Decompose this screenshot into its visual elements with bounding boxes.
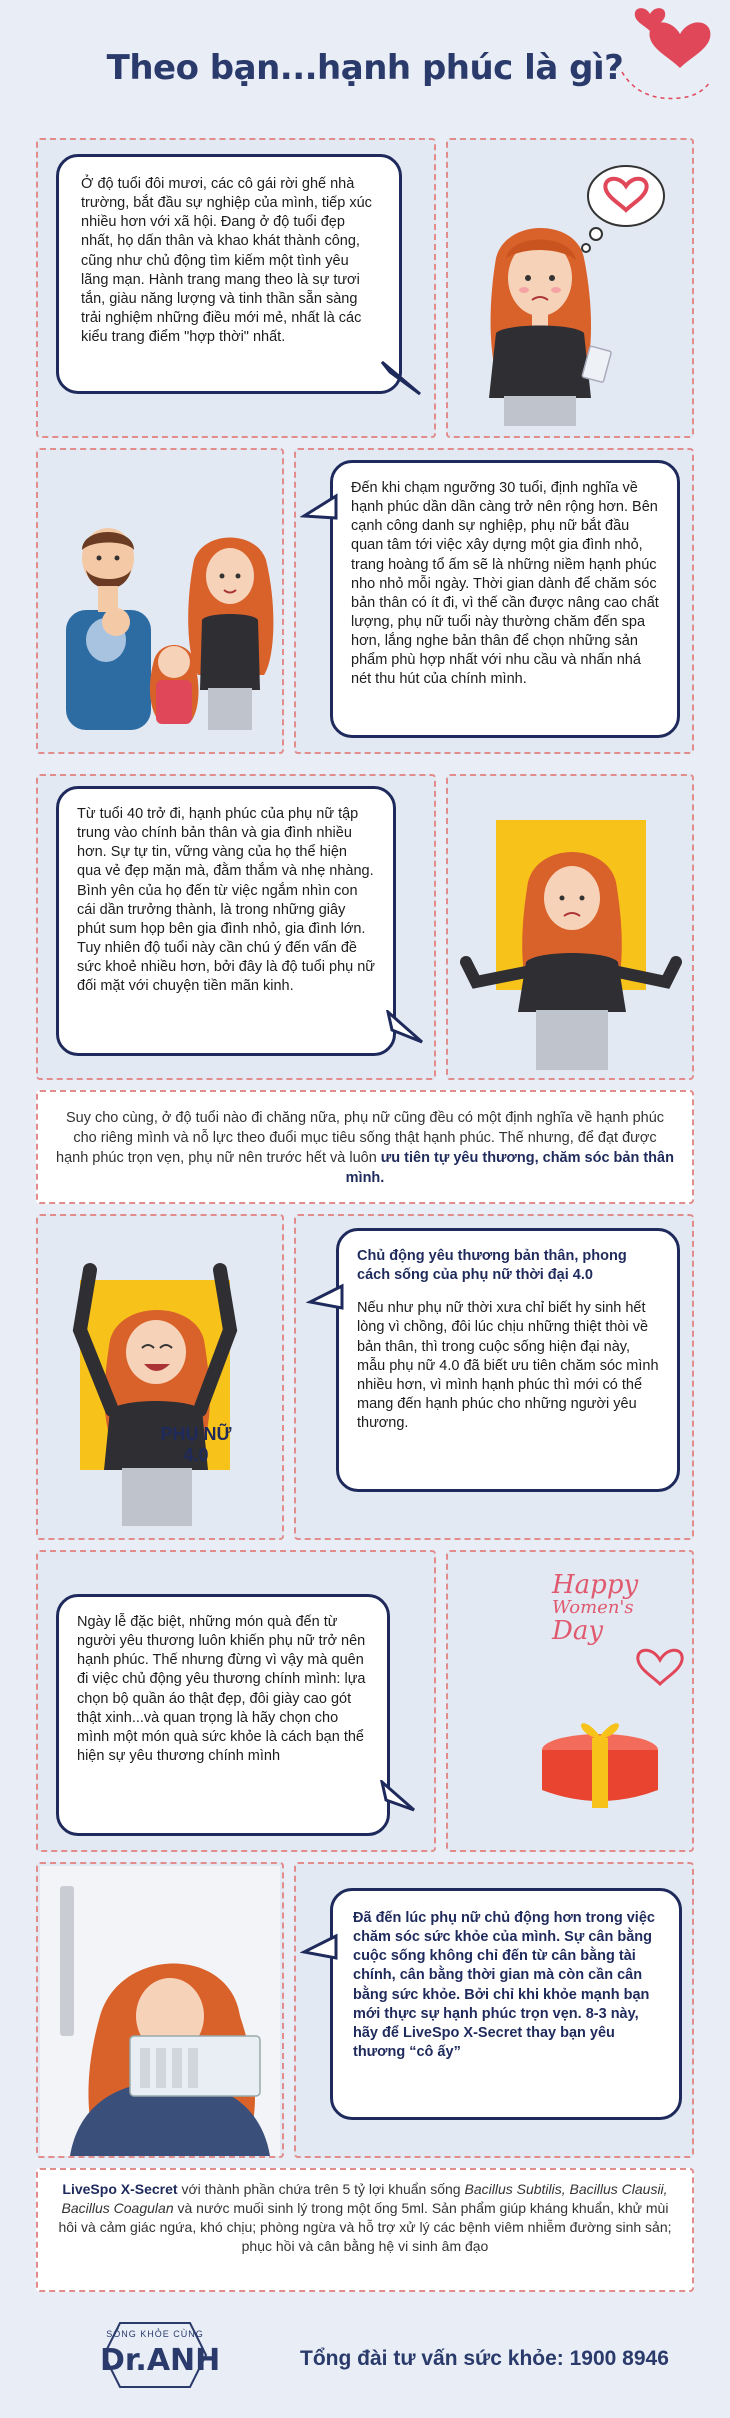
family-illustration-icon: [46, 500, 276, 730]
section-4-0-text: Nếu như phụ nữ thời xưa chỉ biết hy sinh hết lòng vì chồng, đôi lúc chịu những thiệt thòi về bản thân, thì trong cuộc sống hiện đại này, mẫu phụ nữ 4.0 đã biết ưu tiên chăm sóc mình nhiều hơn, vì mình hạnh phúc thì mới có thể mang đến hạnh phúc cho những người yêu thương.: [357, 1300, 659, 1431]
summary-note-highlight: ưu tiên tự yêu thương, chăm sóc bản thân mình.: [345, 1150, 674, 1186]
logo-tagline: SỐNG KHỎE CÙNG: [106, 2329, 204, 2339]
section-40s-bubble: [56, 786, 396, 1056]
section-gift-bubble: [56, 1594, 390, 1836]
summary-note-text: Suy cho cùng, ở độ tuổi nào đi chăng nữa, phụ nữ cũng đều có một định nghĩa về hạnh phúc cho riêng mình và nỗ lực theo đuổi mục tiêu sống thật hạnh phúc. Thế nhưng, để đạt được hạnh phúc trọn vẹn, phụ nữ nên trước hết và luôn: [56, 1110, 665, 1166]
section-20s-text: Ở độ tuổi đôi mươi, các cô gái rời ghế nhà trường, bắt đầu sự nghiệp của mình, tiếp xúc nhiều hơn với xã hội. Đang ở độ tuổi đẹp nhất, họ dấn thân và khao khát thành công, cũng như chủ động tìm kiếm một tình yêu lãng mạn. Hành trang mang theo là sự tươi tắn, giàu năng lượng và tinh thần sẵn sàng trải nghiệm những điều mới mẻ, nhất là các kiểu trang điểm "hợp thời" nhất.: [81, 176, 372, 345]
logo-name: Dr.ANH: [100, 2343, 221, 2378]
bubble-tail-icon: [300, 490, 340, 530]
hearts-decoration-icon: [600, 2, 720, 112]
section-40s-text: Từ tuổi 40 trở đi, hạnh phúc của phụ nữ tập trung vào chính bản thân và gia đình nhiều hơn. Sự tự tin, vững vàng của họ thể hiện qua vẻ đẹp mặn mà, đằm thắm và nhẹ nhàng. Bình yên của họ đến từ việc ngắm nhìn con cái dần trưởng thành, là trong những giây phút sum họp bên gia đình nhỏ, gia đình lớn. Tuy nhiên độ tuổi này cần chú ý đến vấn đề sức khoẻ nhiều hơn, bởi đây là độ tuổi phụ nữ đối mặt với chuyện tiền mãn kinh.: [77, 806, 376, 995]
greeting-line-2: Women's: [552, 1597, 634, 1619]
hotline-text: Tổng đài tư vấn sức khỏe: 1900 8946: [300, 2347, 669, 2370]
page-title: Theo bạn...hạnh phúc là gì?: [106, 48, 624, 88]
bubble-tail-icon: [380, 360, 430, 400]
section-30s-text: Đến khi chạm ngưỡng 30 tuổi, định nghĩa về hạnh phúc dần dần càng trở nên rộng hơn. Bên cạnh công danh sự nghiệp, phụ nữ bắt đầu quan tâm tới việc xây dựng một gia đình nhỏ, trang hoàng tổ ấm sẽ là những niềm hạnh phúc nho nhỏ mỗi ngày. Thời gian dành để chăm sóc bản thân có ít đi, vì thế cần được nâng cao chất lượng, phụ nữ tuổi này thường chăm đến spa hơn, lắng nghe bản thân để chọn những sản phẩm phù hợp nhất với nhu cầu và nhấn nhá nét thu hút của chính mình.: [351, 480, 659, 688]
gift-box-icon: [520, 1616, 700, 1820]
product-desc-part2: và nước muối sinh lý trong một ống 5ml. Sản phẩm giúp kháng khuẩn, khử mùi hôi và cảm giác ngứa, khó chịu; phòng ngừa và hỗ trợ xử lý các bệnh viêm nhiễm đường sinh sản; phục hồi và cân bằng hệ vi sinh âm đạo: [58, 2200, 672, 2255]
section-product-bubble: [330, 1888, 682, 2120]
bubble-tail-icon: [380, 1780, 420, 1820]
section-4-0-heading: Chủ động yêu thương bản thân, phong cách sống của phụ nữ thời đại 4.0: [357, 1248, 627, 1284]
women-4-0-badge: [158, 1424, 234, 1465]
badge-line-1: PHỤ NỮ: [160, 1424, 232, 1444]
section-4-0-bubble: [336, 1228, 680, 1492]
product-brand: LiveSpo X-Secret: [62, 2181, 178, 2197]
badge-line-2: 4.0: [183, 1444, 209, 1465]
bubble-tail-icon: [300, 1930, 340, 1970]
section-30s-bubble: [330, 460, 680, 738]
section-gift-text: Ngày lễ đặc biệt, những món quà đến từ người yêu thương luôn khiến phụ nữ trở nên hạnh phúc. Thế nhưng đừng vì vậy mà quên đi việc chủ động yêu thương chính mình: lựa chọn bộ quần áo thật đẹp, đôi giày cao gót thật xinh...và quan trọng là hãy chọn cho mình một món quà sức khỏe là cách bạn thể hiện sự yêu thương chính mình: [77, 1614, 366, 1764]
bubble-tail-icon: [386, 1010, 426, 1050]
product-desc-italic: Bacillus Subtilis, Bacillus Clausii, Bacillus Coagulan: [61, 2181, 668, 2217]
mature-woman-illustration-icon: [456, 812, 686, 1072]
bubble-tail-icon: [306, 1280, 346, 1320]
summary-note: [36, 1090, 694, 1204]
happy-woman-illustration-icon: [50, 1240, 270, 1530]
young-woman-illustration-icon: [456, 148, 686, 433]
greeting-line-3: Day: [552, 1616, 604, 1647]
product-description: [36, 2168, 694, 2292]
greeting-line-1: Happy: [552, 1570, 639, 1600]
section-product-text: Đã đến lúc phụ nữ chủ động hơn trong việc chăm sóc sức khỏe của mình. Sự cân bằng cuộc sống không chỉ đến từ cân bằng tài chính, cân bằng thời gian mà còn cần cân bằng sức khỏe. Bởi chỉ khi khỏe mạnh bạn mới thực sự hạnh phúc trọn vẹn. 8-3 này, hãy để LiveSpo X-Secret thay bạn yêu thương “cô ấy”: [353, 1910, 655, 2060]
product-desc-part1: với thành phần chứa trên 5 tỷ lợi khuẩn sống: [177, 2181, 465, 2197]
woman-with-product-illustration-icon: [40, 1866, 280, 2156]
dr-anh-logo: [100, 2315, 221, 2395]
section-20s-bubble: [56, 154, 402, 394]
